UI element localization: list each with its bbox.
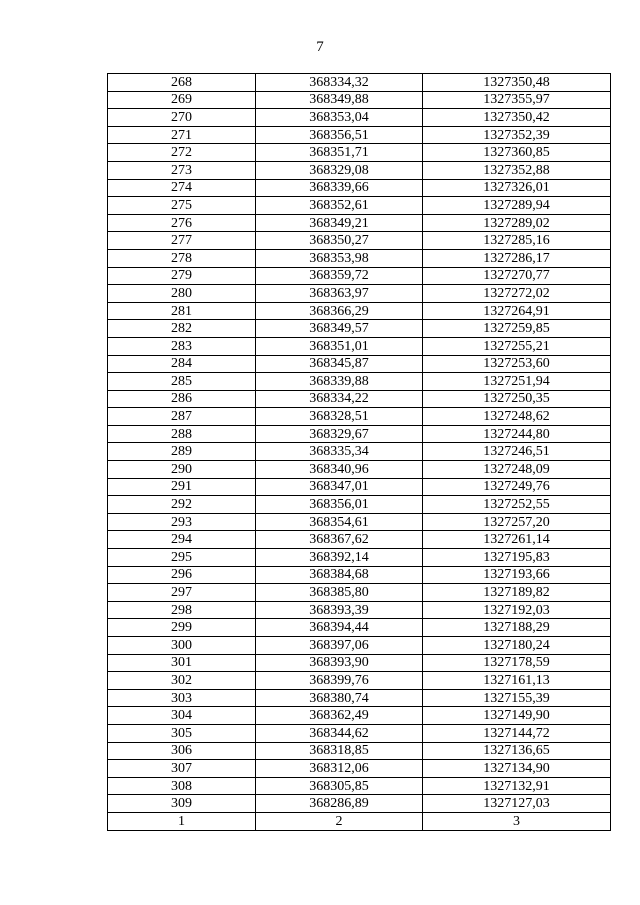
table-row bbox=[108, 355, 611, 373]
point-number-cell: 282 bbox=[108, 320, 256, 338]
y-coordinate-cell: 1327249,76 bbox=[423, 478, 611, 496]
table-row bbox=[108, 408, 611, 426]
point-number-cell: 273 bbox=[108, 161, 256, 179]
point-number-cell: 301 bbox=[108, 654, 256, 672]
point-number-cell: 296 bbox=[108, 566, 256, 584]
point-number-cell: 295 bbox=[108, 549, 256, 567]
table-row bbox=[108, 232, 611, 250]
point-number-cell: 274 bbox=[108, 179, 256, 197]
y-coordinate-cell: 1327248,09 bbox=[423, 461, 611, 479]
point-number-cell: 307 bbox=[108, 760, 256, 778]
x-coordinate-cell: 368312,06 bbox=[256, 760, 423, 778]
table-row bbox=[108, 390, 611, 408]
point-number-cell: 284 bbox=[108, 355, 256, 373]
y-coordinate-cell: 1327144,72 bbox=[423, 724, 611, 742]
table-row bbox=[108, 689, 611, 707]
x-coordinate-cell: 368329,67 bbox=[256, 425, 423, 443]
table-row bbox=[108, 302, 611, 320]
table-row bbox=[108, 161, 611, 179]
table-row bbox=[108, 320, 611, 338]
x-coordinate-cell: 368349,21 bbox=[256, 214, 423, 232]
y-coordinate-cell: 1327192,03 bbox=[423, 601, 611, 619]
table-row bbox=[108, 760, 611, 778]
table-row bbox=[108, 126, 611, 144]
table-row bbox=[108, 249, 611, 267]
x-coordinate-cell: 368385,80 bbox=[256, 584, 423, 602]
x-coordinate-cell: 368305,85 bbox=[256, 777, 423, 795]
table-row bbox=[108, 179, 611, 197]
table-row bbox=[108, 337, 611, 355]
x-coordinate-cell: 368367,62 bbox=[256, 531, 423, 549]
y-coordinate-cell: 1327180,24 bbox=[423, 637, 611, 655]
y-coordinate-cell: 1327285,16 bbox=[423, 232, 611, 250]
y-coordinate-cell: 1327188,29 bbox=[423, 619, 611, 637]
x-coordinate-cell: 368392,14 bbox=[256, 549, 423, 567]
table-row bbox=[108, 795, 611, 813]
y-coordinate-cell: 1327253,60 bbox=[423, 355, 611, 373]
table-row bbox=[108, 601, 611, 619]
y-coordinate-cell: 1327193,66 bbox=[423, 566, 611, 584]
y-coordinate-cell: 1327326,01 bbox=[423, 179, 611, 197]
x-coordinate-cell: 368393,90 bbox=[256, 654, 423, 672]
table-row bbox=[108, 425, 611, 443]
x-coordinate-cell: 368329,08 bbox=[256, 161, 423, 179]
table-row bbox=[108, 74, 611, 92]
x-coordinate-cell: 368366,29 bbox=[256, 302, 423, 320]
page-number: 7 bbox=[316, 39, 324, 55]
table-row bbox=[108, 777, 611, 795]
table-row bbox=[108, 549, 611, 567]
y-coordinate-cell: 1327259,85 bbox=[423, 320, 611, 338]
y-coordinate-cell: 1327155,39 bbox=[423, 689, 611, 707]
x-coordinate-cell: 368318,85 bbox=[256, 742, 423, 760]
table-row bbox=[108, 461, 611, 479]
point-number-cell: 306 bbox=[108, 742, 256, 760]
point-number-cell: 302 bbox=[108, 672, 256, 690]
x-coordinate-cell: 368286,89 bbox=[256, 795, 423, 813]
x-coordinate-cell: 368353,04 bbox=[256, 109, 423, 127]
table-row bbox=[108, 373, 611, 391]
point-number-cell: 277 bbox=[108, 232, 256, 250]
y-coordinate-cell: 1327360,85 bbox=[423, 144, 611, 162]
y-coordinate-cell: 1327178,59 bbox=[423, 654, 611, 672]
y-coordinate-cell: 1327132,91 bbox=[423, 777, 611, 795]
x-coordinate-cell: 368334,32 bbox=[256, 74, 423, 92]
x-coordinate-cell: 368359,72 bbox=[256, 267, 423, 285]
table-row bbox=[108, 637, 611, 655]
point-number-cell: 309 bbox=[108, 795, 256, 813]
point-number-cell: 281 bbox=[108, 302, 256, 320]
y-coordinate-cell: 1327355,97 bbox=[423, 91, 611, 109]
point-number-cell: 278 bbox=[108, 249, 256, 267]
x-coordinate-cell: 368394,44 bbox=[256, 619, 423, 637]
point-number-cell: 289 bbox=[108, 443, 256, 461]
y-coordinate-cell: 1327257,20 bbox=[423, 513, 611, 531]
x-coordinate-cell: 368335,34 bbox=[256, 443, 423, 461]
x-coordinate-cell: 368356,01 bbox=[256, 496, 423, 514]
x-coordinate-cell: 368362,49 bbox=[256, 707, 423, 725]
y-coordinate-cell: 1327136,65 bbox=[423, 742, 611, 760]
x-coordinate-cell: 368347,01 bbox=[256, 478, 423, 496]
table-row bbox=[108, 91, 611, 109]
point-number-cell: 294 bbox=[108, 531, 256, 549]
point-number-cell: 305 bbox=[108, 724, 256, 742]
y-coordinate-cell: 1327352,39 bbox=[423, 126, 611, 144]
y-coordinate-cell: 1327134,90 bbox=[423, 760, 611, 778]
y-coordinate-cell: 1327350,42 bbox=[423, 109, 611, 127]
point-number-cell: 279 bbox=[108, 267, 256, 285]
x-coordinate-cell: 368353,98 bbox=[256, 249, 423, 267]
table-row bbox=[108, 478, 611, 496]
point-number-cell: 272 bbox=[108, 144, 256, 162]
y-coordinate-cell: 1327252,55 bbox=[423, 496, 611, 514]
x-coordinate-cell: 368352,61 bbox=[256, 197, 423, 215]
x-coordinate-cell: 368344,62 bbox=[256, 724, 423, 742]
x-coordinate-cell: 368328,51 bbox=[256, 408, 423, 426]
point-number-cell: 275 bbox=[108, 197, 256, 215]
y-coordinate-cell: 1327289,02 bbox=[423, 214, 611, 232]
point-number-cell: 287 bbox=[108, 408, 256, 426]
point-number-cell: 271 bbox=[108, 126, 256, 144]
table-row bbox=[108, 513, 611, 531]
y-coordinate-cell: 1327195,83 bbox=[423, 549, 611, 567]
coordinates-table-body bbox=[108, 74, 611, 831]
point-number-cell: 299 bbox=[108, 619, 256, 637]
y-coordinate-cell: 1327251,94 bbox=[423, 373, 611, 391]
x-coordinate-cell: 368363,97 bbox=[256, 285, 423, 303]
y-coordinate-cell: 1327189,82 bbox=[423, 584, 611, 602]
table-row bbox=[108, 197, 611, 215]
x-coordinate-cell: 368340,96 bbox=[256, 461, 423, 479]
y-coordinate-cell: 1327244,80 bbox=[423, 425, 611, 443]
x-coordinate-cell: 368397,06 bbox=[256, 637, 423, 655]
y-coordinate-cell: 1327272,02 bbox=[423, 285, 611, 303]
x-coordinate-cell: 368350,27 bbox=[256, 232, 423, 250]
point-number-cell: 288 bbox=[108, 425, 256, 443]
table-row bbox=[108, 144, 611, 162]
point-number-cell: 290 bbox=[108, 461, 256, 479]
x-coordinate-cell: 368339,88 bbox=[256, 373, 423, 391]
x-coordinate-cell: 368393,39 bbox=[256, 601, 423, 619]
column-number-cell: 3 bbox=[423, 812, 611, 830]
x-coordinate-cell: 368354,61 bbox=[256, 513, 423, 531]
table-row bbox=[108, 654, 611, 672]
x-coordinate-cell: 368399,76 bbox=[256, 672, 423, 690]
y-coordinate-cell: 1327246,51 bbox=[423, 443, 611, 461]
point-number-cell: 300 bbox=[108, 637, 256, 655]
point-number-cell: 283 bbox=[108, 337, 256, 355]
y-coordinate-cell: 1327270,77 bbox=[423, 267, 611, 285]
point-number-cell: 285 bbox=[108, 373, 256, 391]
point-number-cell: 297 bbox=[108, 584, 256, 602]
point-number-cell: 268 bbox=[108, 74, 256, 92]
table-row bbox=[108, 443, 611, 461]
x-coordinate-cell: 368349,88 bbox=[256, 91, 423, 109]
point-number-cell: 304 bbox=[108, 707, 256, 725]
x-coordinate-cell: 368339,66 bbox=[256, 179, 423, 197]
x-coordinate-cell: 368380,74 bbox=[256, 689, 423, 707]
column-number-cell: 2 bbox=[256, 812, 423, 830]
table-row bbox=[108, 285, 611, 303]
coordinates-table bbox=[107, 73, 611, 831]
table-row bbox=[108, 496, 611, 514]
y-coordinate-cell: 1327286,17 bbox=[423, 249, 611, 267]
y-coordinate-cell: 1327289,94 bbox=[423, 197, 611, 215]
x-coordinate-cell: 368351,01 bbox=[256, 337, 423, 355]
y-coordinate-cell: 1327248,62 bbox=[423, 408, 611, 426]
point-number-cell: 293 bbox=[108, 513, 256, 531]
table-row bbox=[108, 267, 611, 285]
table-row bbox=[108, 214, 611, 232]
y-coordinate-cell: 1327127,03 bbox=[423, 795, 611, 813]
x-coordinate-cell: 368351,71 bbox=[256, 144, 423, 162]
table-row bbox=[108, 531, 611, 549]
table-row bbox=[108, 566, 611, 584]
point-number-cell: 280 bbox=[108, 285, 256, 303]
point-number-cell: 292 bbox=[108, 496, 256, 514]
table-row bbox=[108, 109, 611, 127]
table-row bbox=[108, 724, 611, 742]
table-row bbox=[108, 742, 611, 760]
table-row bbox=[108, 584, 611, 602]
y-coordinate-cell: 1327250,35 bbox=[423, 390, 611, 408]
y-coordinate-cell: 1327264,91 bbox=[423, 302, 611, 320]
x-coordinate-cell: 368334,22 bbox=[256, 390, 423, 408]
y-coordinate-cell: 1327161,13 bbox=[423, 672, 611, 690]
column-number-row bbox=[108, 812, 611, 830]
table-row bbox=[108, 672, 611, 690]
point-number-cell: 291 bbox=[108, 478, 256, 496]
y-coordinate-cell: 1327149,90 bbox=[423, 707, 611, 725]
point-number-cell: 298 bbox=[108, 601, 256, 619]
y-coordinate-cell: 1327255,21 bbox=[423, 337, 611, 355]
table-row bbox=[108, 619, 611, 637]
x-coordinate-cell: 368384,68 bbox=[256, 566, 423, 584]
y-coordinate-cell: 1327352,88 bbox=[423, 161, 611, 179]
point-number-cell: 270 bbox=[108, 109, 256, 127]
y-coordinate-cell: 1327261,14 bbox=[423, 531, 611, 549]
x-coordinate-cell: 368349,57 bbox=[256, 320, 423, 338]
point-number-cell: 286 bbox=[108, 390, 256, 408]
point-number-cell: 276 bbox=[108, 214, 256, 232]
y-coordinate-cell: 1327350,48 bbox=[423, 74, 611, 92]
x-coordinate-cell: 368345,87 bbox=[256, 355, 423, 373]
column-number-cell: 1 bbox=[108, 812, 256, 830]
point-number-cell: 308 bbox=[108, 777, 256, 795]
point-number-cell: 269 bbox=[108, 91, 256, 109]
table-row bbox=[108, 707, 611, 725]
point-number-cell: 303 bbox=[108, 689, 256, 707]
x-coordinate-cell: 368356,51 bbox=[256, 126, 423, 144]
